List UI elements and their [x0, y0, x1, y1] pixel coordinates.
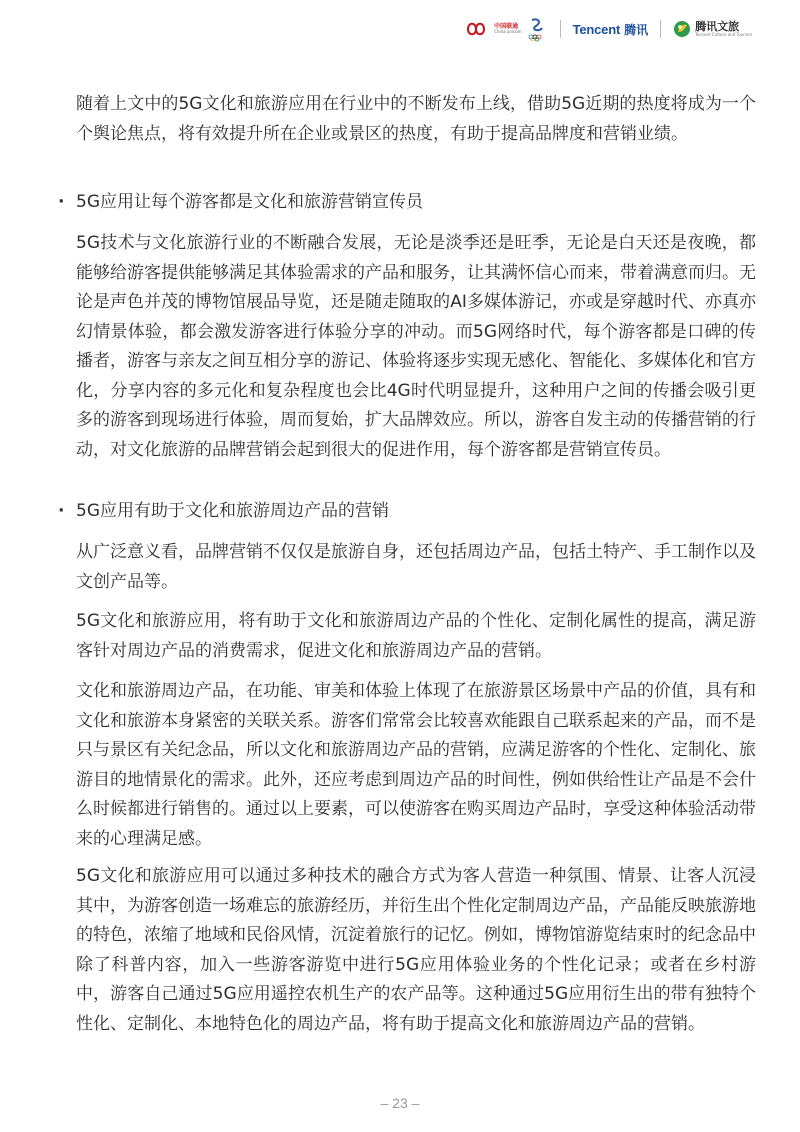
tencent-wordmark: Tencent — [572, 21, 621, 37]
paragraph-1: 随着上文中的5G文化和旅游应用在行业中的不断发布上线，借助5G近期的热度将成为一个个舆论焦点，将有效提升所在企业或景区的热度，有助于提高品牌度和营销业绩。 — [76, 94, 756, 144]
header-divider — [660, 20, 661, 38]
olympic-emblem-icon — [526, 16, 548, 42]
tencent-logo — [573, 21, 649, 38]
tencent-wordmark-cn: 腾讯 — [624, 22, 649, 37]
bullet-dot: · — [58, 192, 65, 212]
tencent-culture-tourism-logo — [673, 20, 752, 38]
unicom-name-en: China unicom — [494, 29, 522, 34]
header-divider — [560, 20, 561, 38]
page-number: – 23 – — [380, 1095, 420, 1111]
bullet-text: 5G应用让每个游客都是文化和旅游营销宣传员 — [76, 192, 423, 212]
paragraph-2: 5G技术与文化旅游行业的不断融合发展，无论是淡季还是旺季，无论是白天还是夜晚，都能够给游客提供能够满足其体验需求的产品和服务，让其满怀信心而来，带着满意而归。无论是声色并茂的博物馆展品导览，还是随走随取的AI多媒体游记，亦或是穿越时代、亦真亦幻情景体验，都会激发游客进行体验分享的冲动。而5G网络时代，每个游客都是口碑的传播者，游客与亲友之间互相分享的游记、体验将逐步实现无感化、智能化、多媒体化和官方化，分享内容的多元化和复杂程度也会比4G时代明显提升，这种用户之间的传播会吸引更多的游客到现场进行体验，周而复始，扩大品牌效应。所以，游客自发主动的传播营销的行动，对文化旅游的品牌营销会起到很大的促进作用，每个游客都是营销宣传员。 — [76, 233, 756, 460]
paragraph-5: 文化和旅游周边产品，在功能、审美和体验上体现了在旅游景区场景中产品的价值，具有和文化和旅游本身紧密的关联关系。游客们常常会比较喜欢能跟自己联系起来的产品，而不是只与景区有关纪念品，所以文化和旅游周边产品的营销，应满足游客的个性化、定制化、旅游目的地情景化的需求。此外，还应考虑到周边产品的时间性，例如供给性让产品是不会什么时候都进行销售的。通过以上要素，可以使游客在购买周边产品时，享受这种体验活动带来的心理满足感。 — [76, 681, 756, 849]
header-logos — [462, 16, 752, 42]
unicom-knot-icon — [462, 18, 490, 40]
paragraph-6: 5G文化和旅游应用可以通过多种技术的融合方式为客人营造一种氛围、情景、让客人沉浸其中，为游客创造一场难忘的旅游经历，并衍生出个性化定制周边产品，产品能反映旅游地的特色，浓缩了地域和民俗风情，沉淀着旅行的记忆。例如，博物馆游览结束时的纪念品中除了科普内容，加入一些游客游览中进行5G应用体验业务的个性化记录；或者在乡村游中，游客自己通过5G应用遥控农机生产的农产品等。这种通过5G应用衍生出的带有独特个性化、定制化、本地特色化的周边产品，将有助于提高文化和旅游周边产品的营销。 — [76, 866, 756, 1034]
paragraph-4: 5G文化和旅游应用，将有助于文化和旅游周边产品的个性化、定制化属性的提高，满足游客针对周边产品的消费需求，促进文化和旅游周边产品的营销。 — [76, 611, 756, 661]
china-unicom-logo — [462, 16, 547, 42]
leaf-globe-icon — [673, 20, 691, 38]
wenlv-name-en: Tencent Culture and Tourism — [695, 31, 752, 37]
wenlv-name-cn: 腾讯文旅 — [695, 20, 740, 34]
unicom-name-cn: 中国联通 — [494, 23, 519, 30]
bullet-dot: · — [58, 501, 65, 521]
bullet-text: 5G应用有助于文化和旅游周边产品的营销 — [76, 501, 389, 521]
paragraph-3: 从广泛意义看，品牌营销不仅仅是旅游自身，还包括周边产品，包括土特产、手工制作以及文创产品等。 — [76, 542, 756, 592]
